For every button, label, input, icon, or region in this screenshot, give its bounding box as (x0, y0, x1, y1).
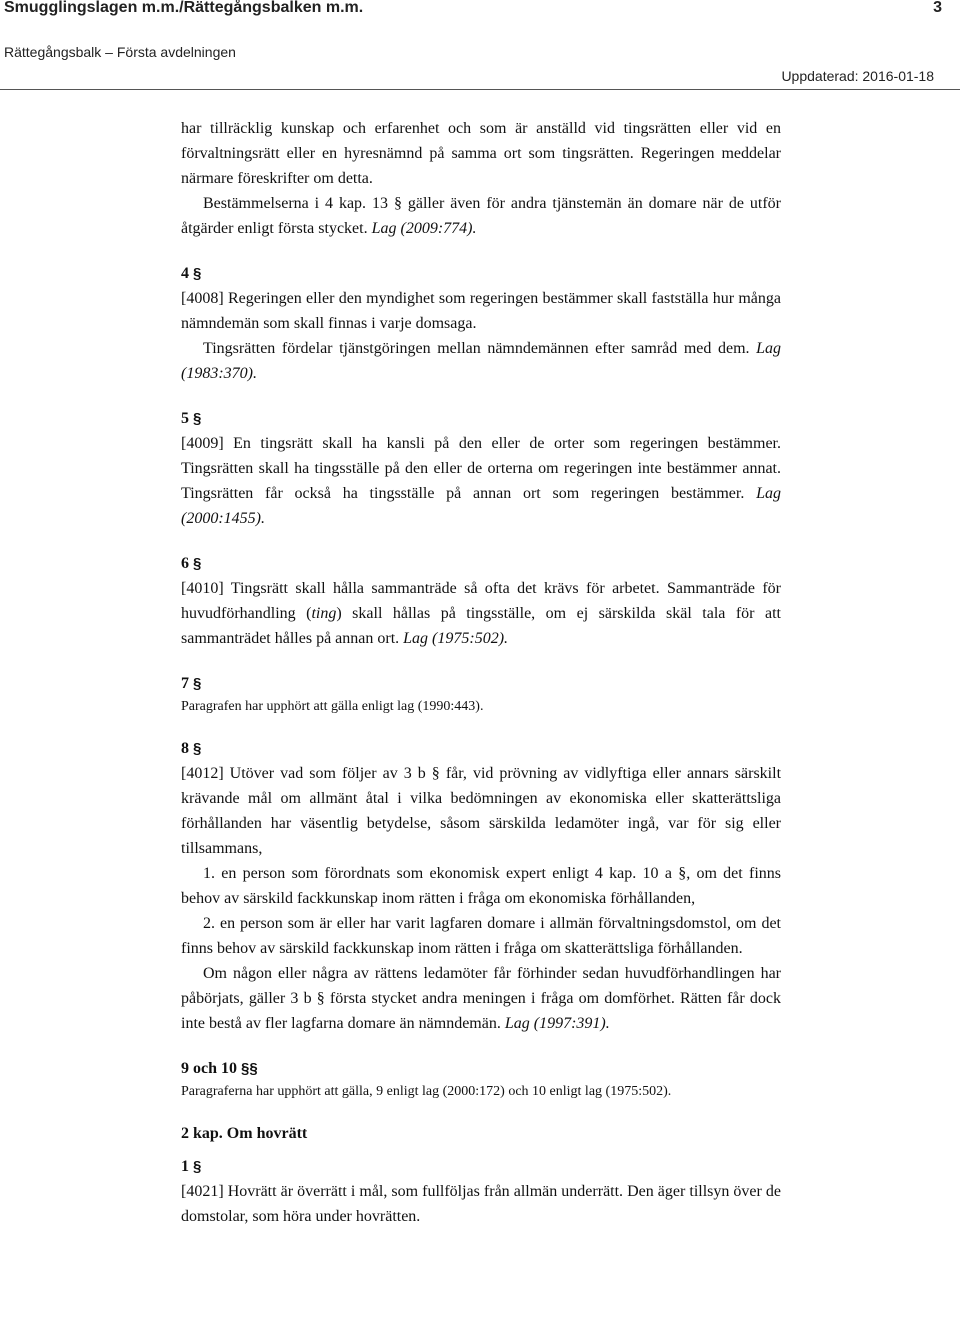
paragraph-text: har tillräcklig kunskap och erfarenhet och som är anställd vid tingsrätten eller vid en förvaltningsrätt eller en hyresnämnd på samma ort som tingsrätten. Regeringen meddelar närmare föreskrifter om detta. (181, 120, 781, 187)
section-sign: § (193, 555, 202, 572)
law-reference: Lag (2000:1455). (181, 485, 782, 527)
list-item: 1. en person som förordnats som ekonomisk expert enligt 4 kap. 10 a §, om det finns behov av särskild fackkunskap inom rätten i fråga om ekonomiska förhållanden, (181, 865, 782, 907)
law-reference: Lag (1983:370). (181, 340, 781, 382)
law-reference: Lag (1975:502). (403, 630, 509, 647)
section-heading: 5 § (181, 410, 202, 427)
list-item: 2. en person som är eller har varit lagfaren domare i allmän förvaltningsdomstol, om det finns behov av särskild fackkunskap inom rätten i fråga om skatterättsliga förhållanden. (181, 915, 781, 957)
repealed-note: Paragrafen har upphört att gälla enligt lag (1990:443). (181, 699, 484, 714)
section-sign: § (193, 740, 202, 757)
section-signs: §§ (241, 1060, 258, 1077)
document-subtitle: Rättegångsbalk – Första avdelningen (4, 44, 236, 60)
section-heading: 9 och 10 §§ (181, 1060, 258, 1077)
section-sign: § (678, 865, 687, 882)
section-sign: § (193, 265, 202, 282)
paragraph-text: [4021] Hovrätt är överrätt i mål, som fullföljas från allmän underrätt. Den äger tillsyn över de domstolar, som höra under hovrätten. (181, 1183, 781, 1225)
italic-term: ting (311, 605, 337, 622)
section-sign: § (193, 1158, 202, 1175)
page-number: 3 (933, 0, 942, 16)
paragraph-text: Tingsrätten fördelar tjänstgöringen mellan nämndemännen efter samråd med dem. Lag (1983:370). (181, 340, 781, 382)
section-sign: § (393, 195, 402, 212)
paragraph-text: [4008] Regeringen eller den myndighet som regeringen bestämmer skall fastställa hur många nämndemän som skall finnas i varje domsaga. (181, 290, 781, 332)
section-sign: § (316, 990, 325, 1007)
header-rule (0, 89, 960, 90)
section-sign: § (431, 765, 440, 782)
section-sign: § (193, 410, 202, 427)
paragraph-text: Bestämmelserna i 4 kap. 13 § gäller även för andra tjänstemän än domare när de utför åtgärder enligt första stycket. Lag (2009:774). (181, 195, 782, 237)
section-sign: § (193, 675, 202, 692)
law-reference: Lag (2009:774). (371, 220, 477, 237)
section-heading: 7 § (181, 675, 202, 692)
paragraph-text: [4012] Utöver vad som följer av 3 b § får, vid prövning av vidlyftiga eller annars särskilt krävande mål om allmänt åtal i vilka bedömningen av ekonomiska eller skatterättsliga förhållanden har väsentlig betydelse, såsom särskilda ledamöter ingå, var för sig eller tillsammans, (181, 765, 782, 857)
section-heading: 4 § (181, 265, 202, 282)
section-heading: 8 § (181, 740, 202, 757)
repealed-note: Paragraferna har upphört att gälla, 9 enligt lag (2000:172) och 10 enligt lag (1975:502). (181, 1084, 672, 1099)
law-reference: Lag (1997:391). (504, 1015, 610, 1032)
section-heading: 6 § (181, 555, 202, 572)
updated-date: Uppdaterad: 2016-01-18 (781, 68, 934, 84)
chapter-heading: 2 kap. Om hovrätt (181, 1125, 308, 1142)
section-heading: 1 § (181, 1158, 202, 1175)
paragraph-text: [4009] En tingsrätt skall ha kansli på den eller de orter som regeringen bestämmer. Tingsrätten skall ha tingsställe på den eller de orterna om regeringen inte bestämmer annat. Tingsrätten får också ha tingsställe på annan ort som regeringen bestämmer. Lag (2000:1455). (181, 435, 782, 527)
paragraph-text: Om någon eller några av rättens ledamöter får förhinder sedan huvudförhandlingen har påbörjats, gäller 3 b § första stycket andra meningen i fråga om domförhet. Rätten får dock inte bestå av fler lagfarna domare än nämndemän. Lag (1997:391). (181, 965, 781, 1032)
document-title: Smugglingslagen m.m./Rättegångsbalken m.m. (4, 0, 364, 16)
document-body (181, 116, 781, 1229)
paragraph-text: [4010] Tingsrätt skall hålla sammanträde så ofta det krävs för arbetet. Sammanträde för huvudförhandling (ting) skall hållas på tingsställe, om ej särskilda skäl tala för att sammanträdet hålles på annan ort. Lag (1975:502). (181, 580, 781, 647)
